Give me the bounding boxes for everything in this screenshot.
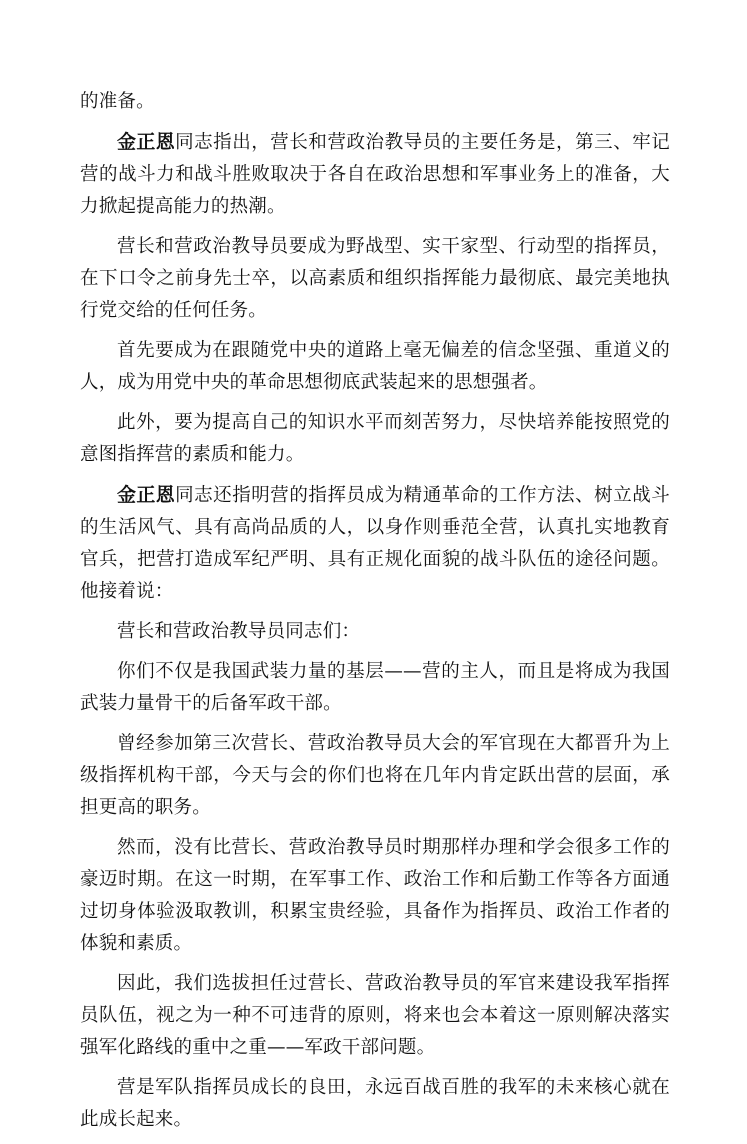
paragraph-7 bbox=[80, 616, 670, 648]
paragraph-9 bbox=[80, 728, 670, 824]
paragraph-text: 此外，要为提高自己的知识水平而刻苦努力，尽快培养能按照党的意图指挥营的素质和能力。 bbox=[80, 412, 670, 465]
leader-name: 金正恩 bbox=[117, 131, 176, 153]
paragraph-3 bbox=[80, 231, 670, 327]
paragraph-6 bbox=[80, 479, 670, 608]
paragraph-text: 你们不仅是我国武装力量的基层——营的主人，而且是将成为我国武装力量骨干的后备军政干部。 bbox=[80, 661, 670, 714]
paragraph-text: 同志指出，营长和营政治教导员的主要任务是，第三、牢记营的战斗力和战斗胜败取决于各自在政治思想和军事业务上的准备，大力掀起提高能力的热潮。 bbox=[80, 132, 670, 217]
leader-name: 金正恩 bbox=[117, 484, 176, 506]
paragraph-text: 曾经参加第三次营长、营政治教导员大会的军官现在大都晋升为上级指挥机构干部，今天与会的你们也将在几年内肯定跃出营的层面，承担更高的职务。 bbox=[80, 733, 670, 818]
paragraph-text: 营长和营政治教导员同志们： bbox=[117, 621, 361, 642]
paragraph-5 bbox=[80, 407, 670, 471]
paragraph-11 bbox=[80, 968, 670, 1064]
paragraph-text: 的准备。 bbox=[80, 91, 155, 112]
paragraph-text: 同志还指明营的指挥员成为精通革命的工作方法、树立战斗的生活风气、具有高尚品质的人，以身作则垂范全营，认真扎实地教育官兵，把营打造成军纪严明、具有正规化面貌的战斗队伍的途径问题。他接着说： bbox=[80, 485, 670, 602]
paragraph-4 bbox=[80, 335, 670, 399]
paragraph-1 bbox=[80, 86, 670, 118]
paragraph-8 bbox=[80, 656, 670, 720]
paragraph-2 bbox=[80, 126, 670, 223]
paragraph-10 bbox=[80, 832, 670, 960]
paragraph-text: 营是军队指挥员成长的良田，永远百战百胜的我军的未来核心就在此成长起来。 bbox=[80, 1077, 670, 1130]
paragraph-12 bbox=[80, 1072, 670, 1136]
paragraph-text: 首先要成为在跟随党中央的道路上毫无偏差的信念坚强、重道义的人，成为用党中央的革命思想彻底武装起来的思想强者。 bbox=[80, 340, 670, 393]
paragraph-text: 然而，没有比营长、营政治教导员时期那样办理和学会很多工作的豪迈时期。在这一时期，在军事工作、政治工作和后勤工作等各方面通过切身体验汲取教训，积累宝贵经验，具备作为指挥员、政治工作者的体貌和素质。 bbox=[80, 837, 670, 954]
paragraph-text: 营长和营政治教导员要成为野战型、实干家型、行动型的指挥员，在下口令之前身先士卒，以高素质和组织指挥能力最彻底、最完美地执行党交给的任何任务。 bbox=[80, 236, 670, 321]
body-text bbox=[80, 86, 670, 1144]
paragraph-text: 因此，我们选拔担任过营长、营政治教导员的军官来建设我军指挥员队伍，视之为一种不可违背的原则，将来也会本着这一原则解决落实强军化路线的重中之重——军政干部问题。 bbox=[80, 973, 670, 1058]
